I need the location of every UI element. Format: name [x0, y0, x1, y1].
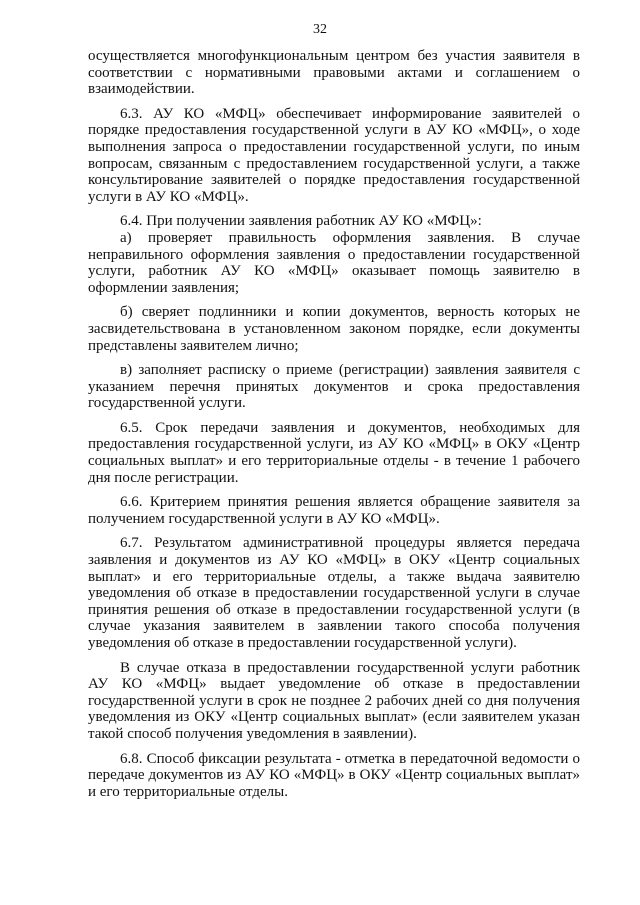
- document-body: [88, 48, 580, 800]
- paragraph-6-8: 6.8. Способ фиксации результата - отметка в передаточной ведомости о передаче документов из АУ КО «МФЦ» в ОКУ «Центр социальных выплат» и его территориальные отделы.: [88, 750, 580, 800]
- paragraph-6-4: 6.4. При получении заявления работник АУ КО «МФЦ»:: [120, 213, 482, 230]
- paragraph-6-7: 6.7. Результатом административной процедуры является передача заявления и документов из АУ КО «МФЦ» в ОКУ «Центр социальных выплат» и его территориальные отделы, а также выдача заявителю уведомления об отказе в предоставлении государственной услуги в случае принятия решения об отказе в предоставлении государственной услуги (в случае указания заявителем в заявлении такого способа получения уведомления об отказе в предоставлении государственной услуги).: [88, 535, 580, 651]
- paragraph-continuation: осуществляется многофункциональным центром без участия заявителя в соответствии с нормативными правовыми актами и соглашением о взаимодействии.: [88, 48, 580, 98]
- paragraph-refusal: В случае отказа в предоставлении государственной услуги работник АУ КО «МФЦ» выдает уведомление об отказе в предоставлении государственной услуги в срок не позднее 2 рабочих дней со дня получения уведомления из ОКУ «Центр социальных выплат» (если заявителем указан такой способ получения уведомления в заявлении).: [88, 659, 580, 742]
- paragraph-6-5: 6.5. Срок передачи заявления и документов, необходимых для предоставления государственной услуги, из АУ КО «МФЦ» в ОКУ «Центр социальных выплат» и его территориальные отделы - в течение 1 рабочего дня после регистрации.: [88, 419, 580, 486]
- page-number: 32: [313, 22, 327, 37]
- paragraph-6-4-b: б) сверяет подлинники и копии документов, верность которых не засвидетельствована в установленном законом порядке, если документы представлены заявителем лично;: [88, 304, 580, 354]
- paragraph-6-3: 6.3. АУ КО «МФЦ» обеспечивает информирование заявителей о порядке предоставления государственной услуги в АУ КО «МФЦ», о ходе выполнения запроса о предоставлении государственной услуги, по иным вопросам, связанным с предоставлением государственной услуги, а также консультирование заявителей о порядке предоставления государственной услуги в АУ КО «МФЦ».: [88, 105, 580, 205]
- paragraph-6-4-v: в) заполняет расписку о приеме (регистрации) заявления заявителя с указанием перечня принятых документов и срока предоставления государственной услуги.: [88, 362, 580, 412]
- paragraph-6-4-a: а) проверяет правильность оформления заявления. В случае неправильного оформления заявления о предоставлении государственной услуги, работник АУ КО «МФЦ» оказывает помощь заявителю в оформлении заявления;: [88, 229, 580, 296]
- paragraph-6-6: 6.6. Критерием принятия решения является обращение заявителя за получением государственной услуги в АУ КО «МФЦ».: [88, 494, 580, 527]
